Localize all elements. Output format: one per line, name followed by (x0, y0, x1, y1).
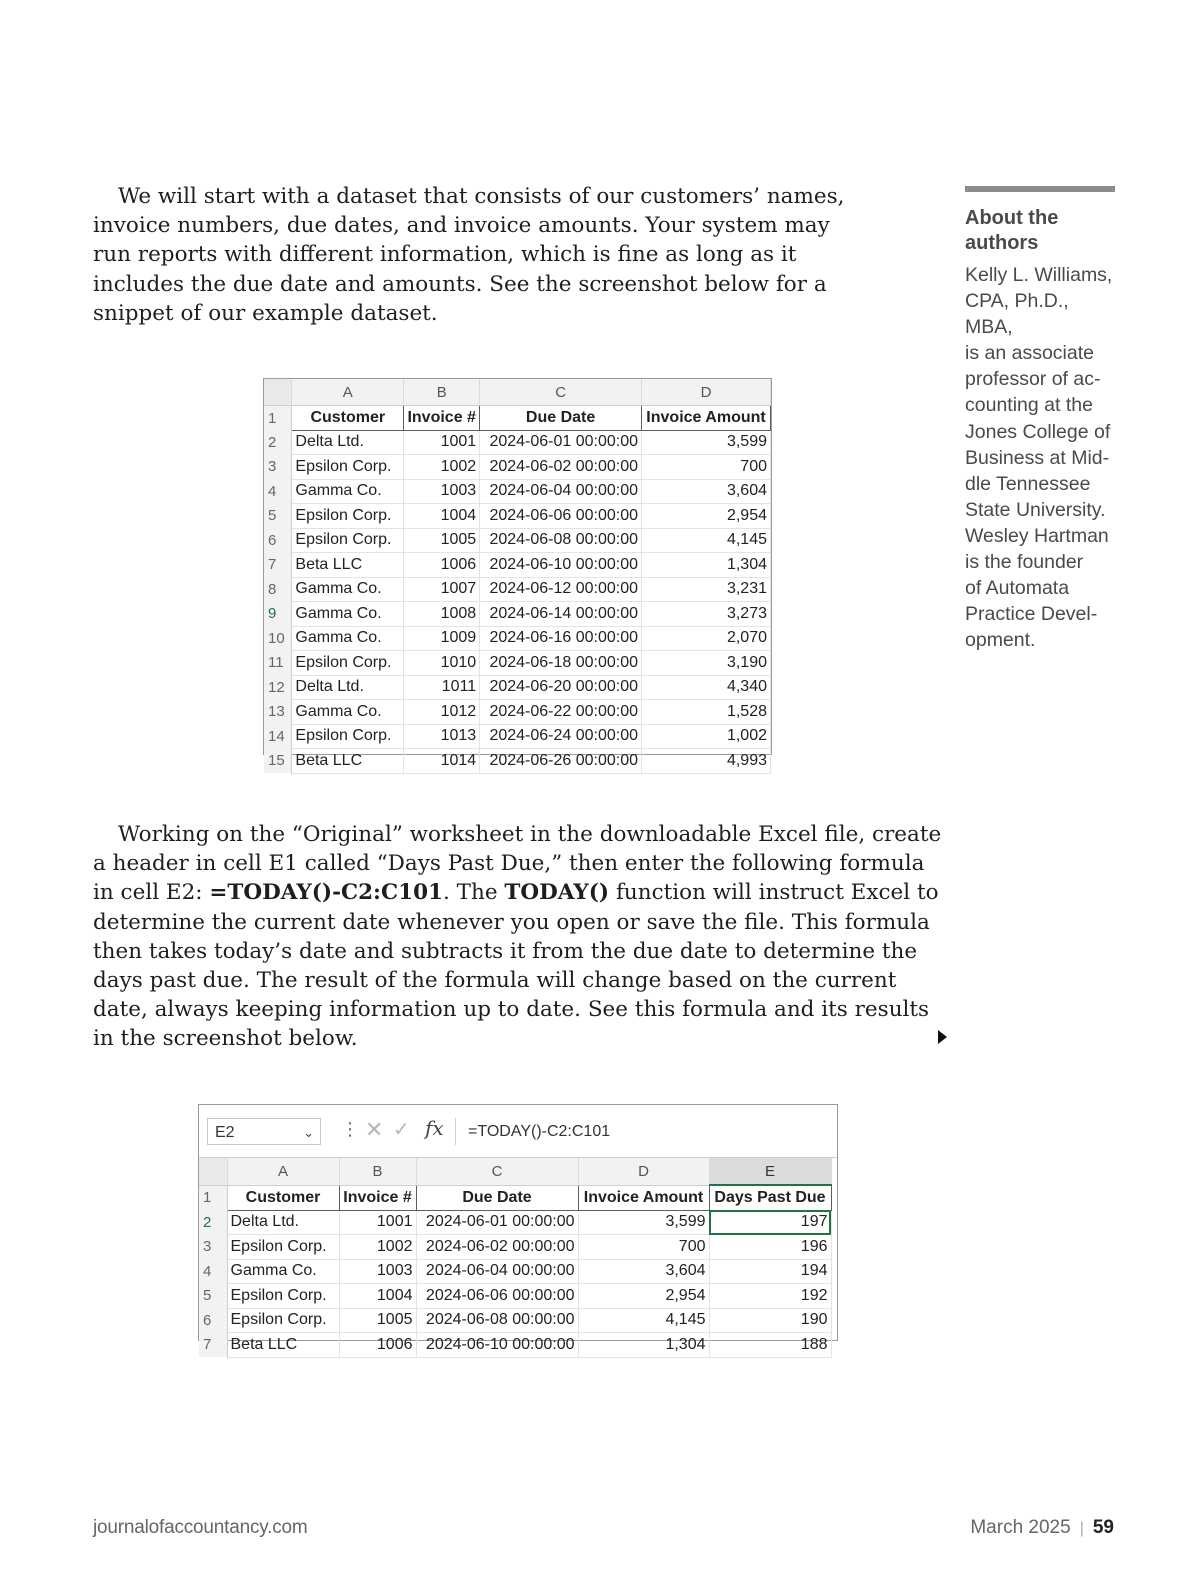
row-number: 3 (199, 1235, 227, 1260)
row-number: 5 (199, 1284, 227, 1309)
table-cell[interactable]: Epsilon Corp. (292, 504, 404, 529)
table-cell[interactable]: 1004 (404, 504, 480, 529)
table-cell[interactable]: 2024-06-06 00:00:00 (416, 1284, 578, 1309)
table-cell[interactable]: 2024-06-20 00:00:00 (480, 675, 642, 700)
column-letter-row (199, 1158, 831, 1185)
dataset-screenshot (263, 378, 772, 770)
formula-bar (199, 1105, 837, 1158)
table-cell[interactable]: 1,304 (578, 1333, 709, 1358)
table-cell[interactable]: 1005 (404, 528, 480, 553)
table-cell[interactable]: 700 (578, 1235, 709, 1260)
table-row (264, 675, 771, 700)
table-cell[interactable]: 1002 (404, 455, 480, 480)
table-cell[interactable]: 3,231 (642, 577, 771, 602)
page-number: 59 (1092, 1517, 1114, 1538)
row-number: 10 (264, 626, 292, 651)
table-cell[interactable]: 2024-06-08 00:00:00 (416, 1308, 578, 1333)
column-letter[interactable]: E (709, 1158, 831, 1185)
table-cell[interactable]: 2024-06-08 00:00:00 (480, 528, 642, 553)
table-cell[interactable]: 2,070 (642, 626, 771, 651)
table-cell[interactable]: 2024-06-16 00:00:00 (480, 626, 642, 651)
table-cell[interactable]: 1,528 (642, 700, 771, 725)
table-cell[interactable]: 3,599 (642, 430, 771, 455)
table-cell[interactable]: Gamma Co. (292, 577, 404, 602)
header-cell[interactable]: Invoice # (339, 1185, 416, 1210)
select-all-corner[interactable] (264, 379, 292, 406)
table-row (264, 479, 771, 504)
enter-check-icon[interactable]: ✓ (393, 1119, 410, 1141)
table-cell[interactable]: 1011 (404, 675, 480, 700)
formula-text-2: . The (443, 880, 505, 906)
table-row (264, 602, 771, 627)
table-cell[interactable]: 4,993 (642, 749, 771, 774)
header-row (199, 1185, 831, 1210)
column-letter[interactable]: C (480, 379, 642, 406)
row-number: 8 (264, 577, 292, 602)
footer-separator: | (1079, 1520, 1084, 1537)
formula-screenshot (198, 1104, 838, 1354)
table-cell[interactable]: 1001 (404, 430, 480, 455)
table-cell[interactable]: Gamma Co. (292, 479, 404, 504)
table-row (264, 749, 771, 774)
function-inline: TODAY() (504, 880, 610, 906)
sidebar-rule (965, 186, 1115, 192)
table-cell[interactable]: 190 (709, 1308, 831, 1333)
table-cell[interactable]: 1006 (339, 1333, 416, 1358)
column-letter[interactable]: B (404, 379, 480, 406)
table-cell[interactable]: Delta Ltd. (292, 675, 404, 700)
table-row (264, 700, 771, 725)
table-row (264, 504, 771, 529)
table-row (264, 651, 771, 676)
table-cell[interactable]: 2024-06-06 00:00:00 (480, 504, 642, 529)
table-cell[interactable]: 4,145 (578, 1308, 709, 1333)
table-cell[interactable]: 2,954 (642, 504, 771, 529)
table-cell[interactable]: 2024-06-01 00:00:00 (416, 1210, 578, 1235)
table-cell[interactable]: 196 (709, 1235, 831, 1260)
footer-issue (970, 1517, 1114, 1539)
table-row (264, 626, 771, 651)
table-cell[interactable]: Beta LLC (292, 553, 404, 578)
row-number: 2 (199, 1210, 227, 1235)
table-row (264, 577, 771, 602)
table-cell[interactable]: 1,304 (642, 553, 771, 578)
results-grid (199, 1158, 832, 1358)
header-cell[interactable]: Invoice Amount (642, 406, 771, 431)
row-number: 13 (264, 700, 292, 725)
table-cell[interactable]: 2024-06-10 00:00:00 (480, 553, 642, 578)
header-cell[interactable]: Invoice Amount (578, 1185, 709, 1210)
table-cell[interactable]: 2024-06-14 00:00:00 (480, 602, 642, 627)
table-row (264, 724, 771, 749)
table-cell[interactable]: Epsilon Corp. (227, 1308, 339, 1333)
sidebar-title: About the authors (965, 207, 1059, 254)
table-row (199, 1284, 831, 1309)
formula-inline: =TODAY()-C2:C101 (209, 880, 443, 906)
table-cell[interactable]: 192 (709, 1284, 831, 1309)
column-letter[interactable]: C (416, 1158, 578, 1185)
table-cell[interactable]: 197 (709, 1210, 831, 1235)
table-cell[interactable]: 2024-06-01 00:00:00 (480, 430, 642, 455)
table-cell[interactable]: Epsilon Corp. (227, 1284, 339, 1309)
row-number: 7 (199, 1333, 227, 1358)
row-number: 6 (264, 528, 292, 553)
table-cell[interactable]: 194 (709, 1259, 831, 1284)
table-cell[interactable]: 1001 (339, 1210, 416, 1235)
table-cell[interactable]: 2024-06-04 00:00:00 (416, 1259, 578, 1284)
header-cell[interactable]: Days Past Due (709, 1185, 831, 1210)
column-letter[interactable]: A (292, 379, 404, 406)
table-row (264, 553, 771, 578)
table-cell[interactable]: Epsilon Corp. (292, 651, 404, 676)
header-cell[interactable]: Customer (292, 406, 404, 431)
table-cell[interactable]: 2,954 (578, 1284, 709, 1309)
table-cell[interactable]: Epsilon Corp. (227, 1235, 339, 1260)
table-cell[interactable]: 2024-06-24 00:00:00 (480, 724, 642, 749)
name-box-value: E2 (215, 1124, 235, 1141)
table-row (199, 1235, 831, 1260)
table-cell[interactable]: 1005 (339, 1308, 416, 1333)
row-number: 4 (199, 1259, 227, 1284)
table-row (199, 1259, 831, 1284)
table-cell[interactable]: 3,604 (578, 1259, 709, 1284)
table-cell[interactable]: 1003 (404, 479, 480, 504)
row-number: 2 (264, 430, 292, 455)
table-cell[interactable]: Gamma Co. (292, 626, 404, 651)
table-cell[interactable]: 1009 (404, 626, 480, 651)
row-number: 9 (264, 602, 292, 627)
table-cell[interactable]: 188 (709, 1333, 831, 1358)
column-letter[interactable]: A (227, 1158, 339, 1185)
table-cell[interactable]: 1014 (404, 749, 480, 774)
table-cell[interactable]: 2024-06-26 00:00:00 (480, 749, 642, 774)
table-cell[interactable]: 1002 (339, 1235, 416, 1260)
row-number: 15 (264, 749, 292, 774)
table-row (199, 1333, 831, 1358)
table-cell[interactable]: 1010 (404, 651, 480, 676)
column-letter[interactable]: B (339, 1158, 416, 1185)
table-cell[interactable]: 700 (642, 455, 771, 480)
table-cell[interactable]: Gamma Co. (292, 602, 404, 627)
table-cell[interactable]: 4,145 (642, 528, 771, 553)
table-cell[interactable]: 1,002 (642, 724, 771, 749)
table-cell[interactable]: 2024-06-18 00:00:00 (480, 651, 642, 676)
table-cell[interactable]: Gamma Co. (292, 700, 404, 725)
table-cell[interactable]: 1003 (339, 1259, 416, 1284)
footer-date: March 2025 (970, 1517, 1071, 1538)
table-row (264, 430, 771, 455)
row-number: 7 (264, 553, 292, 578)
header-cell[interactable]: Customer (227, 1185, 339, 1210)
column-letter[interactable]: D (642, 379, 771, 406)
table-cell[interactable]: 3,604 (642, 479, 771, 504)
table-cell[interactable]: 2024-06-12 00:00:00 (480, 577, 642, 602)
row-number: 1 (264, 406, 292, 431)
table-cell[interactable]: 4,340 (642, 675, 771, 700)
column-letter-row (264, 379, 771, 406)
table-cell[interactable]: Epsilon Corp. (292, 528, 404, 553)
sidebar-bio: Kelly L. Williams, CPA, Ph.D., MBA, is an associate professor of ac- counting at the Jones College of Business at Mid- dle Tennessee State University. Wesley Hartman is the founder of Automata Practice Devel- opment. (965, 264, 1113, 652)
table-cell[interactable]: 3,190 (642, 651, 771, 676)
row-number: 1 (199, 1185, 227, 1210)
formula-input[interactable]: =TODAY()-C2:C101 (455, 1118, 848, 1145)
table-cell[interactable]: Delta Ltd. (227, 1210, 339, 1235)
row-number: 5 (264, 504, 292, 529)
table-row (199, 1308, 831, 1333)
formula-paragraph (93, 820, 948, 1054)
formula-text-3: function will instruct Excel to determine the current date whenever you open or save the file. This formula then takes today’s date and subtracts it from the due date to determine the days past due. The result of the formula will change based on the current date, always keeping information up to date. See this formula and its results in the screenshot below. (93, 880, 939, 1052)
select-all-corner[interactable] (199, 1158, 227, 1185)
footer-website: journalofaccountancy.com (93, 1517, 308, 1538)
dataset-grid (264, 379, 771, 774)
table-cell[interactable]: 1012 (404, 700, 480, 725)
table-cell[interactable]: Epsilon Corp. (292, 724, 404, 749)
header-row (264, 406, 771, 431)
intro-text: We will start with a dataset that consists of our customers’ names, invoice numbers, due dates, and invoice amounts. Your system may run reports with different information, which is fine as long as it includes the due date and amounts. See the screenshot below for a snippet of our example dataset. (93, 184, 845, 326)
table-cell[interactable]: Epsilon Corp. (292, 455, 404, 480)
row-number: 11 (264, 651, 292, 676)
table-cell[interactable]: 2024-06-04 00:00:00 (480, 479, 642, 504)
table-cell[interactable]: Beta LLC (227, 1333, 339, 1358)
table-cell[interactable]: 1008 (404, 602, 480, 627)
table-cell[interactable]: 2024-06-02 00:00:00 (480, 455, 642, 480)
header-cell[interactable]: Due Date (480, 406, 642, 431)
table-cell[interactable]: 3,599 (578, 1210, 709, 1235)
table-row (264, 528, 771, 553)
about-authors-sidebar (965, 186, 1115, 653)
chevron-down-icon[interactable]: ⌄ (303, 1125, 314, 1140)
intro-paragraph (93, 182, 853, 328)
cancel-icon[interactable]: ✕ (365, 1117, 384, 1142)
table-cell[interactable]: 2024-06-02 00:00:00 (416, 1235, 578, 1260)
row-number: 4 (264, 479, 292, 504)
header-cell[interactable]: Invoice # (404, 406, 480, 431)
table-cell[interactable]: Delta Ltd. (292, 430, 404, 455)
continue-arrow-icon (938, 1030, 947, 1044)
table-cell[interactable]: 1004 (339, 1284, 416, 1309)
row-number: 12 (264, 675, 292, 700)
table-cell[interactable]: 3,273 (642, 602, 771, 627)
table-cell[interactable]: 1013 (404, 724, 480, 749)
table-row (264, 455, 771, 480)
name-box[interactable] (207, 1118, 321, 1145)
table-cell[interactable]: 2024-06-22 00:00:00 (480, 700, 642, 725)
header-cell[interactable]: Due Date (416, 1185, 578, 1210)
row-number: 3 (264, 455, 292, 480)
table-cell[interactable]: 1007 (404, 577, 480, 602)
column-letter[interactable]: D (578, 1158, 709, 1185)
formula-text-1: Working on the “Original” worksheet in the downloadable Excel file, create a header in cell E1 called “Days Past Due,” then enter the following formula in cell E2: (93, 822, 942, 906)
row-number: 14 (264, 724, 292, 749)
table-cell[interactable]: 2024-06-10 00:00:00 (416, 1333, 578, 1358)
insert-function-icon[interactable]: fx (425, 1116, 444, 1140)
table-cell[interactable]: Beta LLC (292, 749, 404, 774)
table-cell[interactable]: Gamma Co. (227, 1259, 339, 1284)
more-options-icon[interactable]: ⋮ (341, 1119, 359, 1139)
table-cell[interactable]: 1006 (404, 553, 480, 578)
table-row (199, 1210, 831, 1235)
row-number: 6 (199, 1308, 227, 1333)
